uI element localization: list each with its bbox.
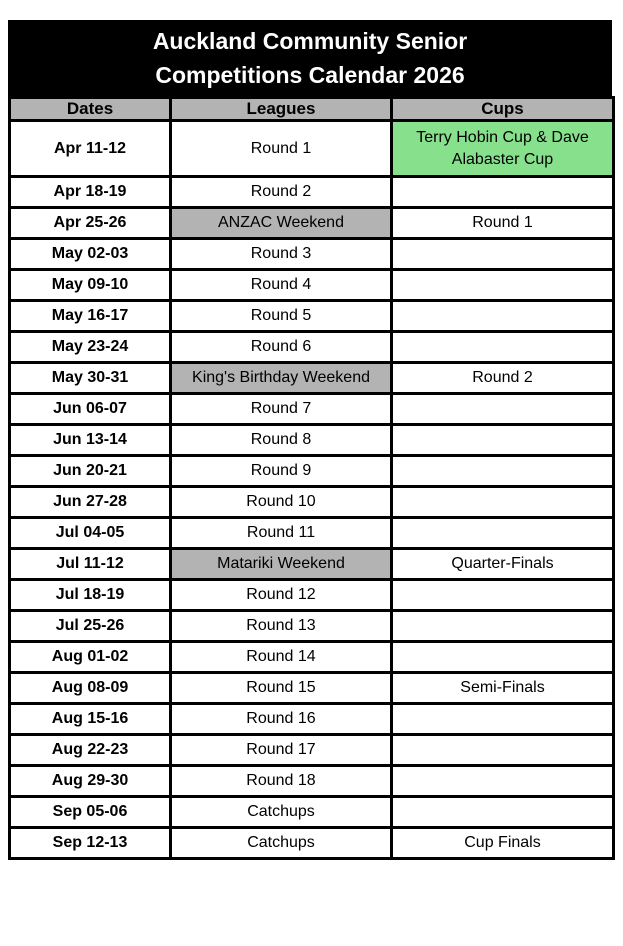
table-row (10, 121, 614, 177)
table-row (10, 177, 614, 208)
cup-cell (392, 766, 614, 797)
date-cell: Aug 15-16 (10, 704, 171, 735)
table-row (10, 332, 614, 363)
league-cell: Round 8 (171, 425, 392, 456)
date-cell: May 16-17 (10, 301, 171, 332)
league-cell: Round 10 (171, 487, 392, 518)
date-cell: Sep 05-06 (10, 797, 171, 828)
league-cell: Round 6 (171, 332, 392, 363)
table-row (10, 828, 614, 859)
date-cell: Jul 04-05 (10, 518, 171, 549)
cup-cell: Quarter-Finals (392, 549, 614, 580)
league-cell: ANZAC Weekend (171, 208, 392, 239)
league-cell: Round 13 (171, 611, 392, 642)
date-cell: Jun 27-28 (10, 487, 171, 518)
date-cell: Jun 06-07 (10, 394, 171, 425)
league-cell: King's Birthday Weekend (171, 363, 392, 394)
date-cell: May 30-31 (10, 363, 171, 394)
table-row (10, 673, 614, 704)
table-row (10, 518, 614, 549)
cup-cell (392, 487, 614, 518)
title-line-1: Auckland Community Senior (152, 28, 468, 54)
table-row (10, 394, 614, 425)
date-cell: Jun 20-21 (10, 456, 171, 487)
date-cell: Jul 11-12 (10, 549, 171, 580)
cup-cell (392, 332, 614, 363)
league-cell: Round 18 (171, 766, 392, 797)
header-dates: Dates (10, 98, 171, 121)
table-row (10, 270, 614, 301)
date-cell: Apr 11-12 (10, 121, 171, 177)
date-cell: Jul 25-26 (10, 611, 171, 642)
table-row (10, 425, 614, 456)
date-cell: Aug 01-02 (10, 642, 171, 673)
league-cell: Round 7 (171, 394, 392, 425)
table-row (10, 487, 614, 518)
title-line-2: Competitions Calendar 2026 (155, 62, 465, 88)
cup-cell (392, 518, 614, 549)
calendar-sheet (8, 20, 612, 860)
table-row (10, 301, 614, 332)
date-cell: Jul 18-19 (10, 580, 171, 611)
cup-cell (392, 642, 614, 673)
league-cell: Round 1 (171, 121, 392, 177)
date-cell: Apr 25-26 (10, 208, 171, 239)
header-row (10, 98, 614, 121)
date-cell: Aug 22-23 (10, 735, 171, 766)
cup-cell (392, 456, 614, 487)
date-cell: Sep 12-13 (10, 828, 171, 859)
header-cups: Cups (392, 98, 614, 121)
league-cell: Round 3 (171, 239, 392, 270)
table-row (10, 456, 614, 487)
league-cell: Round 2 (171, 177, 392, 208)
calendar-table (8, 96, 615, 860)
header-leagues: Leagues (171, 98, 392, 121)
league-cell: Catchups (171, 797, 392, 828)
table-row (10, 797, 614, 828)
date-cell: May 09-10 (10, 270, 171, 301)
date-cell: May 02-03 (10, 239, 171, 270)
league-cell: Round 11 (171, 518, 392, 549)
table-row (10, 208, 614, 239)
cup-cell (392, 177, 614, 208)
league-cell: Catchups (171, 828, 392, 859)
cup-cell: Round 1 (392, 208, 614, 239)
cup-cell (392, 611, 614, 642)
table-row (10, 611, 614, 642)
cup-cell (392, 704, 614, 735)
cup-cell: Cup Finals (392, 828, 614, 859)
date-cell: Apr 18-19 (10, 177, 171, 208)
cup-cell (392, 301, 614, 332)
cup-cell (392, 239, 614, 270)
cup-cell (392, 580, 614, 611)
table-row (10, 580, 614, 611)
table-row (10, 363, 614, 394)
cup-cell (392, 394, 614, 425)
cup-cell (392, 735, 614, 766)
league-cell: Round 17 (171, 735, 392, 766)
league-cell: Round 16 (171, 704, 392, 735)
table-row (10, 642, 614, 673)
league-cell: Round 15 (171, 673, 392, 704)
table-row (10, 766, 614, 797)
date-cell: Aug 08-09 (10, 673, 171, 704)
league-cell: Round 4 (171, 270, 392, 301)
date-cell: May 23-24 (10, 332, 171, 363)
table-row (10, 239, 614, 270)
cup-cell (392, 425, 614, 456)
league-cell: Round 5 (171, 301, 392, 332)
table-row (10, 549, 614, 580)
date-cell: Aug 29-30 (10, 766, 171, 797)
cup-cell: Terry Hobin Cup & Dave Alabaster Cup (392, 121, 614, 177)
table-row (10, 735, 614, 766)
page-title (8, 20, 612, 96)
date-cell: Jun 13-14 (10, 425, 171, 456)
league-cell: Round 12 (171, 580, 392, 611)
league-cell: Round 14 (171, 642, 392, 673)
cup-cell: Semi-Finals (392, 673, 614, 704)
table-row (10, 704, 614, 735)
league-cell: Matariki Weekend (171, 549, 392, 580)
cup-cell: Round 2 (392, 363, 614, 394)
league-cell: Round 9 (171, 456, 392, 487)
cup-cell (392, 797, 614, 828)
cup-cell (392, 270, 614, 301)
